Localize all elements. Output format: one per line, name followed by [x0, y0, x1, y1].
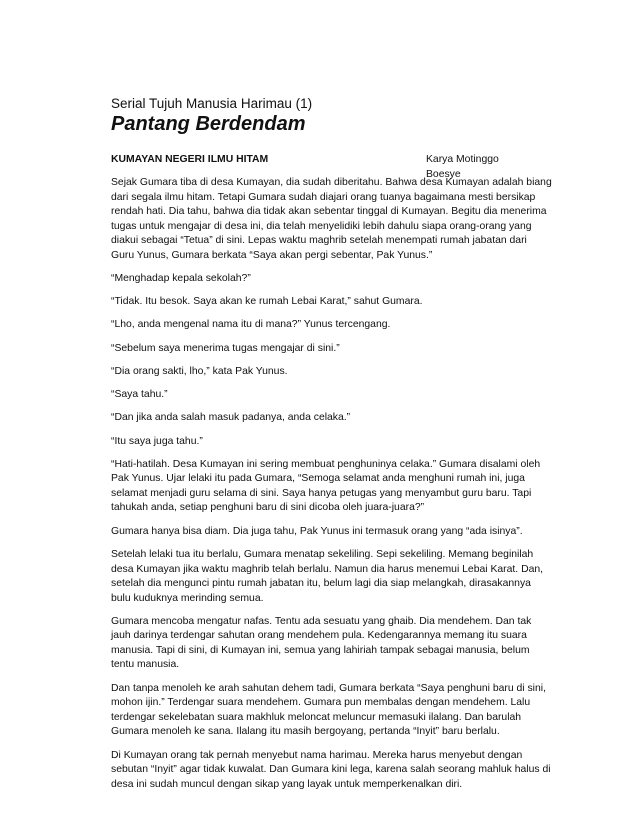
paragraph	[111, 749, 551, 793]
paragraph	[111, 176, 552, 263]
series-subtitle: Serial Tujuh Manusia Harimau (1)	[111, 96, 313, 111]
paragraph-line: diakui sebagai “Tetua” di sini. Lepas waktu maghrib setelah menempati rumah jabatan dari	[111, 235, 527, 247]
paragraph	[111, 295, 536, 310]
paragraph-line: “Saya tahu.”	[111, 389, 168, 401]
author-credit: Karya Motinggo Boesye	[426, 154, 499, 180]
paragraph	[111, 388, 536, 403]
paragraph-line: Gumara mencoba mengatur nafas. Tentu ada sesuatu yang ghaib. Dia mendehem. Dan tak	[111, 615, 532, 627]
paragraph	[111, 342, 536, 357]
paragraph-line: “Dia orang sakti, lho,” kata Pak Yunus.	[111, 365, 288, 377]
chapter-title: KUMAYAN NEGERI ILMU HITAM	[111, 154, 269, 165]
paragraph-line: Dan tanpa menoleh ke arah sahutan dehem tadi, Gumara berkata “Saya penghuni baru di sini,	[111, 682, 546, 694]
paragraph	[111, 411, 536, 426]
chapter-header	[111, 152, 536, 180]
paragraph-line: tugas untuk mengajar di desa ini, dia telah menyelidiki lebih dahulu siapa orang-orang yang	[111, 220, 532, 232]
paragraph-line: jauh darinya terdengar sahutan orang mendehem pula. Kedengarannya memang itu suara	[111, 630, 527, 642]
paragraph	[111, 435, 536, 450]
paragraph-line: desa Kumayan jika waktu maghrib telah berlalu. Namun dia harus menemui Lebai Karat. Dan,	[111, 563, 544, 575]
paragraph-line: tentu manusia.	[111, 659, 180, 671]
paragraph-line: “Dan jika anda salah masuk padanya, anda celaka.”	[111, 412, 351, 424]
paragraph-line: “Tidak. Itu besok. Saya akan ke rumah Lebai Karat,” sahut Gumara.	[111, 296, 423, 308]
paragraph-line: desa ini sudah muncul dengan sikap yang layak untuk memperkenalkan diri.	[111, 778, 463, 790]
paragraph-line: terdengar sekelebatan suara makhluk meloncat meluncur memasuki ilalang. Dan barulah	[111, 711, 522, 723]
paragraph-line: tahukah anda, setiap penghuni baru di sini dicoba oleh juara-juara?”	[111, 502, 425, 514]
paragraph-line: selamat menjadi guru selama di sini. Saya hanya petugas yang menyambut guru baru. Tapi	[111, 487, 532, 499]
story-body	[111, 176, 552, 792]
paragraph-line: “Hati-hatilah. Desa Kumayan ini sering membuat penghuninya celaka.” Gumara disalami oleh	[111, 458, 541, 470]
paragraph-line: “Itu saya juga tahu.”	[111, 435, 203, 447]
paragraph-line: Setelah lelaki tua itu berlalu, Gumara menatap sekeliling. Sepi sekeliling. Memang beginilah	[111, 548, 534, 560]
paragraph-line: Gumara menoleh ke sana. Ilalang itu masih bergoyang, pertanda “Inyit” baru berlalu.	[111, 726, 500, 738]
paragraph-line: manusia. Tapi di sini, di Kumayan ini, semua yang lahiriah tampak sebagai manusia, belum	[111, 644, 530, 656]
paragraph-line: dari segala ilmu hitam. Tetapi Gumara sudah diajari orang tuanya bagaimana mesti bersikap	[111, 191, 536, 203]
paragraph-line: Gumara hanya bisa diam. Dia juga tahu, Pak Yunus ini termasuk orang yang “ada isinya”.	[111, 525, 523, 537]
paragraph-line: “Menghadap kepala sekolah?”	[111, 272, 251, 284]
paragraph	[111, 682, 546, 740]
paragraph-line: bulu kuduknya merinding semua.	[111, 592, 264, 604]
paragraph	[111, 525, 536, 540]
paragraph	[111, 458, 541, 516]
paragraph-line: Guru Yunus, Gumara berkata “Saya akan pergi sebentar, Pak Yunus.”	[111, 249, 433, 261]
paragraph-line: Sejak Gumara tiba di desa Kumayan, dia sudah diberitahu. Bahwa desa Kumayan adalah biang	[111, 177, 552, 188]
paragraph	[111, 615, 536, 673]
paragraph-line: mohon ijin.” Terdengar suara mendehem. Gumara pun membalas dengan mendehem. Lalu	[111, 697, 531, 709]
paragraph-line: setelah dia mengunci pintu rumah jabatan itu, belum lagi dia siap melangkah, dirasakannya	[111, 578, 531, 590]
paragraph-line: Pak Yunus. Ujar lelaki itu pada Gumara, “Semoga selamat anda menghuni rumah ini, juga	[111, 473, 525, 485]
paragraph	[111, 272, 536, 287]
document-title: Pantang Berdendam	[111, 113, 306, 135]
paragraph-line: “Lho, anda mengenal nama itu di mana?” Yunus tercengang.	[111, 319, 391, 331]
paragraph-line: rendah hati. Dia tahu, bahwa dia tidak akan sebentar tinggal di Kumayan. Begitu dia menerima	[111, 206, 547, 218]
paragraph	[111, 365, 536, 380]
paragraph-line: sebutan “Inyit” agar tidak kuwalat. Dan Gumara kini lega, karena salah seorang mahluk halus di	[111, 764, 551, 776]
paragraph	[111, 548, 544, 606]
document-page	[111, 96, 552, 801]
paragraph-line: Di Kumayan orang tak pernah menyebut nama harimau. Mereka harus menyebut dengan	[111, 749, 523, 761]
paragraph	[111, 318, 536, 333]
paragraph-line: “Sebelum saya menerima tugas mengajar di sini.”	[111, 342, 340, 354]
